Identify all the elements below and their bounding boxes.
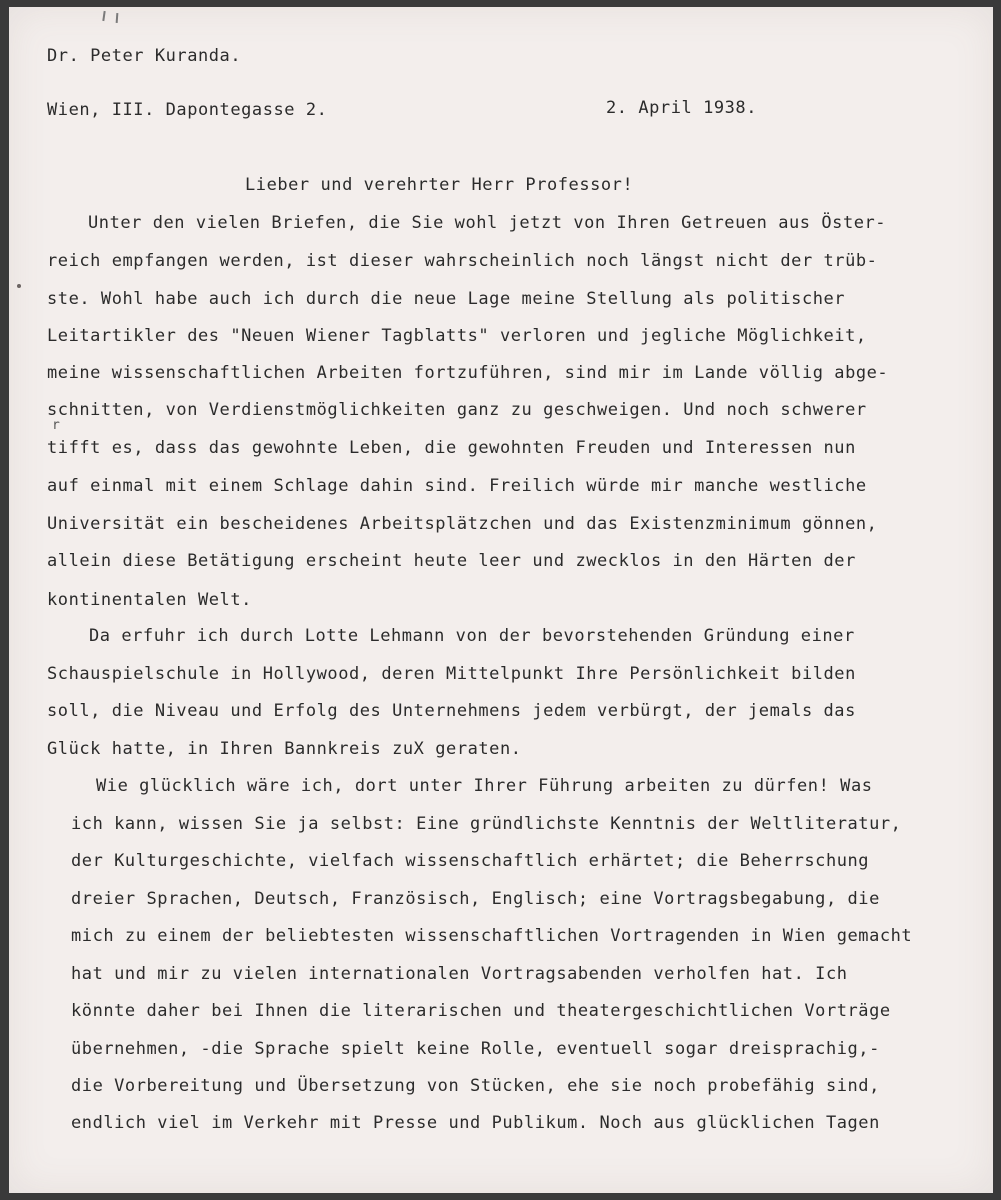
body-line: meine wissenschaftlichen Arbeiten fortzuführen, sind mir im Lande völlig abge- (47, 363, 889, 383)
body-line: ich kann, wissen Sie ja selbst: Eine gründlichste Kenntnis der Weltliteratur, (71, 814, 902, 834)
body-line: dreier Sprachen, Deutsch, Französisch, Englisch; eine Vortragsbegabung, die (71, 889, 880, 909)
sender-line: Dr. Peter Kuranda. (47, 46, 242, 66)
body-line: soll, die Niveau und Erfolg des Unternehmens jedem verbürgt, der jemals das (47, 701, 856, 721)
body-line: Da erfuhr ich durch Lotte Lehmann von der bevorstehenden Gründung einer (89, 626, 855, 646)
body-line: tifft es, dass das gewohnte Leben, die gewohnten Freuden und Interessen nun (47, 438, 856, 458)
body-line: endlich viel im Verkehr mit Presse und Publikum. Noch aus glücklichen Tagen (71, 1113, 880, 1133)
paper-speck (17, 284, 21, 288)
handwritten-insert-r: r (52, 418, 60, 433)
body-line: Leitartikler des "Neuen Wiener Tagblatts" verloren und jegliche Möglichkeit, (47, 326, 867, 346)
body-line: ste. Wohl habe auch ich durch die neue Lage meine Stellung als politischer (47, 289, 846, 309)
body-line: Universität ein bescheidenes Arbeitsplätzchen und das Existenzminimum gönnen, (47, 514, 878, 534)
body-line: Glück hatte, in Ihren Bannkreis zuX geraten. (47, 739, 522, 759)
body-line: Wie glücklich wäre ich, dort unter Ihrer Führung arbeiten zu dürfen! Was (96, 776, 873, 796)
date-line: 2. April 1938. (606, 98, 757, 118)
letter-page (9, 7, 993, 1193)
body-line: die Vorbereitung und Übersetzung von Stücken, ehe sie noch probefähig sind, (71, 1076, 880, 1096)
body-line: Unter den vielen Briefen, die Sie wohl jetzt von Ihren Getreuen aus Öster- (88, 213, 887, 233)
salutation: Lieber und verehrter Herr Professor! (245, 175, 634, 195)
body-line: der Kulturgeschichte, vielfach wissenschaftlich erhärtet; die Beherrschung (71, 851, 870, 871)
body-line: auf einmal mit einem Schlage dahin sind. Freilich würde mir manche westliche (47, 476, 867, 496)
body-line: übernehmen, -die Sprache spielt keine Rolle, eventuell sogar dreisprachig,- (71, 1039, 880, 1059)
body-line: könnte daher bei Ihnen die literarischen und theatergeschichtlichen Vorträge (71, 1001, 891, 1021)
body-line: reich empfangen werden, ist dieser wahrscheinlich noch längst nicht der trüb- (47, 251, 878, 271)
body-line: allein diese Betätigung erscheint heute leer und zwecklos in den Härten der (47, 551, 856, 571)
body-line: schnitten, von Verdienstmöglichkeiten ganz zu geschweigen. Und noch schwerer (47, 400, 867, 420)
ink-mark (102, 11, 105, 21)
body-line: kontinentalen Welt. (47, 590, 252, 610)
address-line: Wien, III. Dapontegasse 2. (47, 100, 328, 120)
body-line: hat und mir zu vielen internationalen Vortragsabenden verholfen hat. Ich (71, 964, 848, 984)
body-line: Schauspielschule in Hollywood, deren Mittelpunkt Ihre Persönlichkeit bilden (47, 664, 856, 684)
body-line: mich zu einem der beliebtesten wissenschaftlichen Vortragenden in Wien gemacht (71, 926, 913, 946)
ink-mark (116, 13, 119, 23)
